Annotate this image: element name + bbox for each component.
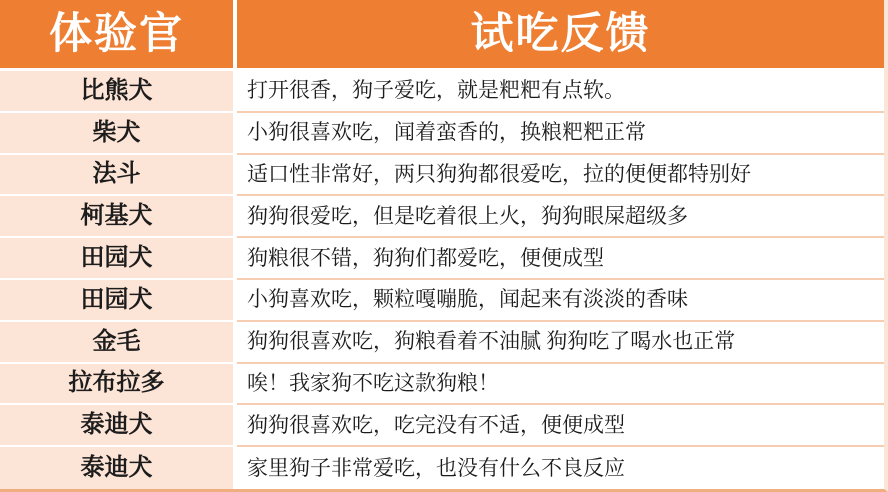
table-row <box>0 196 884 238</box>
header-taster-column: 体验官 <box>0 0 233 68</box>
table-row <box>0 71 884 113</box>
table-row <box>0 405 884 447</box>
taster-name-cell: 比熊犬 <box>0 71 233 113</box>
feedback-cell: 小狗喜欢吃，颗粒嘎嘣脆，闻起来有淡淡的香味 <box>237 280 884 322</box>
table-row <box>0 322 884 364</box>
feedback-cell: 狗狗很爱吃，但是吃着很上火，狗狗眼屎超级多 <box>237 196 884 238</box>
feedback-cell: 小狗很喜欢吃，闻着蛮香的，换粮粑粑正常 <box>237 113 884 155</box>
table-row <box>0 155 884 197</box>
taster-name-cell: 泰迪犬 <box>0 447 233 489</box>
taster-name-cell: 法斗 <box>0 155 233 197</box>
table-row <box>0 113 884 155</box>
feedback-cell: 打开很香，狗子爱吃，就是粑粑有点软。 <box>237 71 884 113</box>
table-row <box>0 447 884 489</box>
taster-name-cell: 柯基犬 <box>0 196 233 238</box>
feedback-cell: 适口性非常好，两只狗狗都很爱吃，拉的便便都特别好 <box>237 155 884 197</box>
taster-name-cell: 柴犬 <box>0 113 233 155</box>
table-header-row <box>0 0 884 71</box>
table-row <box>0 364 884 406</box>
table-row <box>0 280 884 322</box>
feedback-cell: 狗狗很喜欢吃，狗粮看着不油腻 狗狗吃了喝水也正常 <box>237 322 884 364</box>
taster-name-cell: 田园犬 <box>0 238 233 280</box>
header-feedback-column: 试吃反馈 <box>237 0 884 68</box>
taster-name-cell: 泰迪犬 <box>0 405 233 447</box>
feedback-cell: 狗粮很不错，狗狗们都爱吃，便便成型 <box>237 238 884 280</box>
table-body <box>0 71 884 489</box>
feedback-cell: 家里狗子非常爱吃，也没有什么不良反应 <box>237 447 884 489</box>
taster-name-cell: 拉布拉多 <box>0 364 233 406</box>
taster-name-cell: 田园犬 <box>0 280 233 322</box>
feedback-cell: 狗狗很喜欢吃，吃完没有不适，便便成型 <box>237 405 884 447</box>
table-row <box>0 238 884 280</box>
taster-name-cell: 金毛 <box>0 322 233 364</box>
feedback-cell: 唉！我家狗不吃这款狗粮！ <box>237 364 884 406</box>
